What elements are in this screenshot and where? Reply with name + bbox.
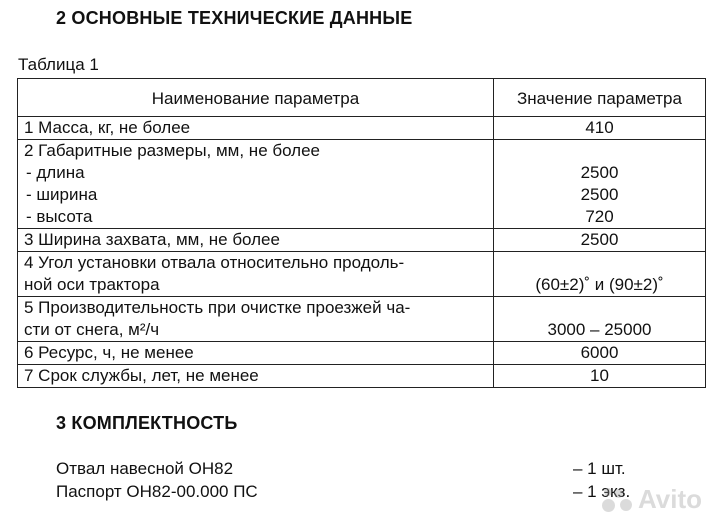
header-value: Значение параметра [494, 79, 706, 117]
row-param [18, 297, 494, 342]
value-line: 2500 [580, 185, 619, 204]
param-line: - высота [26, 207, 93, 226]
avito-watermark [600, 484, 702, 515]
section-title-tech-data: 2 ОСНОВНЫЕ ТЕХНИЧЕСКИЕ ДАННЫЕ [56, 8, 413, 28]
row-param [18, 365, 494, 388]
row-value [494, 365, 706, 388]
row-value [494, 297, 706, 342]
value-line: 3000 – 25000 [547, 320, 652, 339]
section-title-kit: 3 КОМПЛЕКТНОСТЬ [56, 413, 238, 433]
row-param [18, 229, 494, 252]
kit-item-qty: – 1 экз. [573, 482, 631, 501]
value-line: (60±2)˚ и (90±2)˚ [535, 275, 664, 294]
table-row [18, 117, 706, 140]
param-line: 4 Угол установки отвала относительно продоль- [24, 253, 405, 272]
table-row [18, 140, 706, 229]
param-line: 1 Масса, кг, не более [24, 118, 191, 137]
table-header-row [18, 79, 706, 117]
param-line: - длина [26, 163, 85, 182]
header-param: Наименование параметра [18, 79, 494, 117]
row-value [494, 140, 706, 229]
kit-item-qty: – 1 шт. [573, 459, 626, 478]
table-row [18, 365, 706, 388]
row-value [494, 229, 706, 252]
param-line: 5 Производительность при очистке проезжей ча- [24, 298, 411, 317]
row-param [18, 252, 494, 297]
row-value [494, 117, 706, 140]
table-row [18, 297, 706, 342]
value-line: 2500 [580, 163, 619, 182]
avito-logo-icon [600, 485, 634, 515]
value-line [500, 140, 699, 162]
value-line: 410 [585, 118, 614, 137]
param-line: 7 Срок службы, лет, не менее [24, 366, 259, 385]
kit-item-name: Отвал навесной ОН82 [56, 459, 234, 478]
param-line: - ширина [26, 185, 98, 204]
row-value [494, 252, 706, 297]
row-value [494, 342, 706, 365]
row-param [18, 117, 494, 140]
spec-table [17, 78, 706, 388]
value-line: 720 [585, 207, 614, 226]
table-caption: Таблица 1 [18, 55, 99, 74]
value-line: 2500 [580, 230, 619, 249]
param-line: 2 Габаритные размеры, мм, не более [24, 141, 321, 160]
value-line [500, 297, 699, 319]
table-row [18, 229, 706, 252]
value-line: 6000 [580, 343, 619, 362]
value-line [500, 252, 699, 274]
table-row [18, 252, 706, 297]
row-param [18, 140, 494, 229]
kit-item-name: Паспорт ОН82-00.000 ПС [56, 482, 258, 501]
table-row [18, 342, 706, 365]
value-line: 10 [590, 366, 609, 385]
param-line: 3 Ширина захвата, мм, не более [24, 230, 280, 249]
row-param [18, 342, 494, 365]
param-line: сти от снега, м²/ч [24, 320, 160, 339]
watermark-text: Avito [637, 484, 702, 514]
param-line: ной оси трактора [24, 275, 160, 294]
param-line: 6 Ресурс, ч, не менее [24, 343, 194, 362]
